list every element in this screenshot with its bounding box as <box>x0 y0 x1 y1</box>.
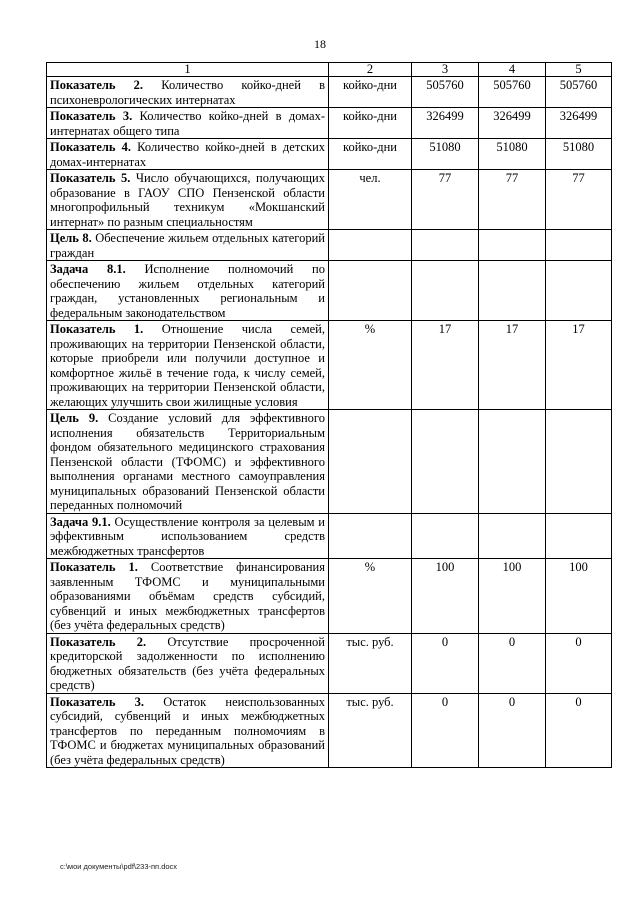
table-row <box>47 139 612 170</box>
table-row <box>47 108 612 139</box>
table-row <box>47 230 612 261</box>
value-cell: 0 <box>546 693 612 768</box>
value-cell: 505760 <box>412 77 479 108</box>
value-cell: 17 <box>412 321 479 410</box>
unit-cell: тыс. руб. <box>329 693 412 768</box>
unit-cell <box>329 230 412 261</box>
indicator-label: Цель 8. <box>50 231 92 245</box>
value-cell: 77 <box>546 170 612 230</box>
indicator-text: Создание условий для эффективного исполнения обязательств Территориальным фондом обязательного медицинского страхования Пензенской области (ТФОМС) и эффективного выполнения органами местного самоуправления муниципальных образований Пензенской области переданных полномочий <box>50 411 325 512</box>
indicators-table <box>46 62 612 768</box>
indicator-cell <box>47 559 329 634</box>
value-cell: 51080 <box>412 139 479 170</box>
table-row <box>47 513 612 559</box>
value-cell <box>546 261 612 321</box>
indicator-text: Осуществление контроля за целевым и эффективным использованием средств межбюджетных трансфертов <box>50 514 325 558</box>
table-header-row <box>47 63 612 77</box>
value-cell: 51080 <box>546 139 612 170</box>
value-cell <box>479 230 546 261</box>
value-cell <box>412 410 479 514</box>
indicator-text: Остаток неиспользованных субсидий, субвенций и иных межбюджетных трансфертов по переданным полномочиям в ТФОМС и бюджетах муниципальных образований (без учёта федеральных средств) <box>50 694 325 767</box>
unit-cell <box>329 513 412 559</box>
indicator-cell <box>47 77 329 108</box>
value-cell: 505760 <box>546 77 612 108</box>
page-number: 18 <box>314 37 326 51</box>
value-cell: 100 <box>412 559 479 634</box>
unit-cell: койко-дни <box>329 77 412 108</box>
value-cell: 100 <box>546 559 612 634</box>
table-row <box>47 633 612 693</box>
header-cell: 2 <box>329 63 412 77</box>
unit-cell: чел. <box>329 170 412 230</box>
value-cell <box>412 513 479 559</box>
value-cell: 77 <box>412 170 479 230</box>
value-cell: 17 <box>546 321 612 410</box>
header-cell: 3 <box>412 63 479 77</box>
unit-cell: % <box>329 559 412 634</box>
indicator-label: Показатель 5. <box>50 171 131 185</box>
indicator-cell <box>47 139 329 170</box>
indicator-cell <box>47 410 329 514</box>
header-cell: 4 <box>479 63 546 77</box>
value-cell: 326499 <box>479 108 546 139</box>
value-cell: 51080 <box>479 139 546 170</box>
indicator-label: Задача 9.1. <box>50 514 111 529</box>
indicator-text: Количество койко-дней в психоневрологических интернатах <box>50 78 325 107</box>
unit-cell <box>329 261 412 321</box>
indicator-label: Цель 9. <box>50 411 99 425</box>
value-cell: 0 <box>479 633 546 693</box>
indicator-cell <box>47 170 329 230</box>
value-cell: 0 <box>479 693 546 768</box>
table-row <box>47 410 612 514</box>
value-cell: 0 <box>546 633 612 693</box>
indicator-text: Отсутствие просроченной кредиторской задолженности по исполнению бюджетных обязательств (без учёта федеральных средств) <box>50 634 325 692</box>
indicator-cell <box>47 230 329 261</box>
value-cell: 0 <box>412 633 479 693</box>
indicator-cell <box>47 321 329 410</box>
value-cell <box>412 230 479 261</box>
value-cell: 17 <box>479 321 546 410</box>
table-row <box>47 77 612 108</box>
unit-cell: койко-дни <box>329 139 412 170</box>
unit-cell: койко-дни <box>329 108 412 139</box>
indicator-text: Количество койко-дней в детских домах-интернатах <box>50 140 326 169</box>
header-cell: 5 <box>546 63 612 77</box>
indicator-text: Число обучающихся, получающих образование в ГАОУ СПО Пензенской области многопрофильный техникум «Мокшанский интернат» по разным специальностям <box>50 171 325 229</box>
indicator-text: Количество койко-дней в домах-интернатах общего типа <box>50 109 326 138</box>
value-cell <box>479 513 546 559</box>
indicator-cell <box>47 108 329 139</box>
indicator-label: Показатель 1. <box>50 560 138 574</box>
indicator-text: Соответствие финансирования заявленным ТФОМС и муниципальными образованиями объёмам средств субсидий, субвенций и иных межбюджетных трансфертов (без учёта федеральных средств) <box>50 560 325 632</box>
value-cell: 326499 <box>546 108 612 139</box>
value-cell: 100 <box>479 559 546 634</box>
value-cell: 0 <box>412 693 479 768</box>
header-cell: 1 <box>47 63 329 77</box>
value-cell <box>479 261 546 321</box>
indicator-label: Показатель 1. <box>50 322 144 336</box>
file-path-footer: c:\мои документы\pdf\233-пп.docx <box>60 862 178 871</box>
value-cell: 326499 <box>412 108 479 139</box>
unit-cell: тыс. руб. <box>329 633 412 693</box>
indicator-text: Отношение числа семей, проживающих на территории Пензенской области, которые приобрели или получили доступное и комфортное жильё в течение года, к числу семей, проживающих на территории Пензенской области, желающих улучшить свои жилищные условия <box>50 322 325 409</box>
indicator-label: Показатель 2. <box>50 634 147 649</box>
value-cell: 77 <box>479 170 546 230</box>
value-cell <box>546 410 612 514</box>
indicator-cell <box>47 633 329 693</box>
indicator-label: Показатель 2. <box>50 78 144 92</box>
table-row <box>47 321 612 410</box>
table-row <box>47 693 612 768</box>
indicator-cell <box>47 261 329 321</box>
indicator-label: Показатель 3. <box>50 694 145 709</box>
indicator-text: Обеспечение жильем отдельных категорий граждан <box>50 231 325 260</box>
indicator-label: Задача 8.1. <box>50 262 126 276</box>
indicator-cell <box>47 513 329 559</box>
indicator-text: Исполнение полномочий по обеспечению жильем отдельных категорий граждан, установленных региональным и федеральным законодательством <box>50 262 325 320</box>
indicator-label: Показатель 3. <box>50 109 133 123</box>
indicator-cell <box>47 693 329 768</box>
table-row <box>47 261 612 321</box>
value-cell <box>546 513 612 559</box>
unit-cell: % <box>329 321 412 410</box>
unit-cell <box>329 410 412 514</box>
value-cell: 505760 <box>479 77 546 108</box>
value-cell <box>546 230 612 261</box>
value-cell <box>412 261 479 321</box>
value-cell <box>479 410 546 514</box>
indicator-label: Показатель 4. <box>50 140 132 154</box>
table-row <box>47 170 612 230</box>
table-row <box>47 559 612 634</box>
